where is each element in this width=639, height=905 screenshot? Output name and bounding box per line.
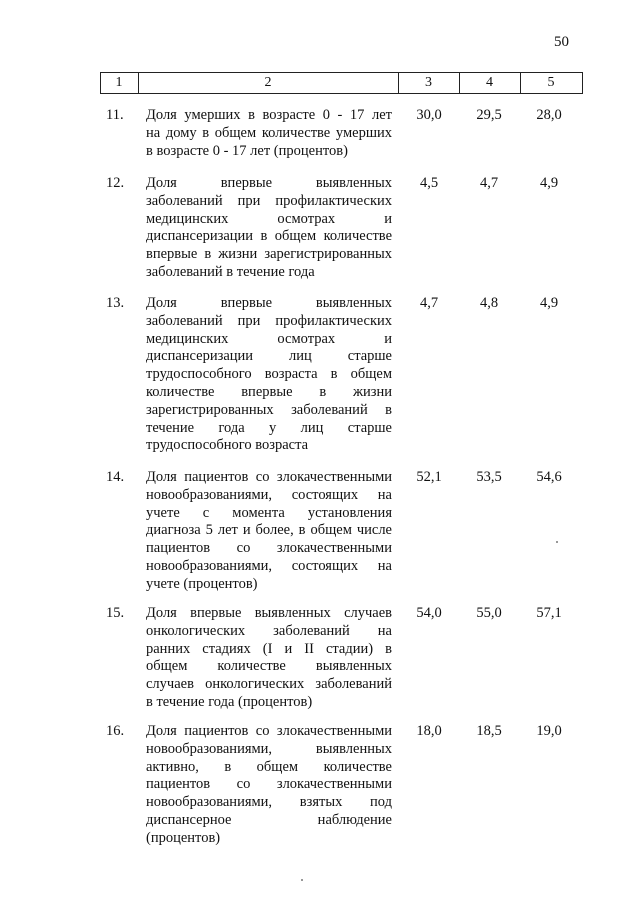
description-line: диагноза 5 лет и более, в общем числе bbox=[146, 522, 392, 539]
description-line: впервые в жизни зарегистрированных bbox=[146, 246, 392, 263]
value-col-4: 4,7 bbox=[479, 175, 499, 191]
description-line: пациентов со злокачественными bbox=[146, 776, 392, 793]
description-line: трудоспособного возраста bbox=[146, 437, 309, 454]
scan-speck bbox=[556, 541, 558, 543]
description-line: ранних стадиях (I и II стадии) в bbox=[146, 640, 392, 657]
value-col-3: 4,7 bbox=[419, 295, 439, 311]
description-line: медицинских осмотрах и bbox=[146, 210, 392, 227]
header-col-5: 5 bbox=[547, 75, 555, 90]
description-line: Доля впервые выявленных bbox=[146, 295, 392, 311]
row-number: 12. bbox=[106, 175, 125, 191]
header-divider bbox=[582, 73, 583, 93]
description-line: Доля впервые выявленных случаев bbox=[146, 605, 392, 621]
description-line: новообразованиями, взятых под bbox=[146, 794, 392, 811]
value-col-3: 18,0 bbox=[416, 723, 442, 739]
row-number: 16. bbox=[106, 723, 125, 739]
header-col-4: 4 bbox=[486, 75, 493, 90]
description-line: заболеваний при профилактических bbox=[146, 192, 392, 209]
description-line: диспансеризации лиц старше bbox=[146, 348, 392, 365]
value-col-4: 18,5 bbox=[476, 723, 502, 739]
description-line: количестве впервые в жизни bbox=[146, 383, 392, 400]
description-line: зарегистрированных заболеваний в bbox=[146, 401, 392, 418]
header-col-2: 2 bbox=[264, 75, 272, 90]
description-line: заболеваний при профилактических bbox=[146, 312, 392, 329]
page-number: 50 bbox=[554, 34, 569, 50]
description-line: Доля пациентов со злокачественными bbox=[146, 723, 392, 739]
value-col-5: 57,1 bbox=[536, 605, 562, 621]
description-line: новообразованиями, состоящих на bbox=[146, 557, 392, 574]
header-col-1: 1 bbox=[115, 75, 123, 90]
value-col-3: 30,0 bbox=[416, 107, 442, 123]
header-col-3: 3 bbox=[425, 75, 432, 90]
row-description bbox=[146, 469, 392, 594]
description-line: Доля впервые выявленных bbox=[146, 175, 392, 191]
description-line: новообразованиями, состоящих на bbox=[146, 486, 392, 503]
description-line: активно, в общем количестве bbox=[146, 758, 392, 775]
scan-speck bbox=[301, 879, 303, 881]
value-col-5: 4,9 bbox=[539, 175, 559, 191]
row-description bbox=[146, 295, 392, 455]
description-line: течение года у лиц старше bbox=[146, 419, 392, 436]
description-line: случаев онкологических заболеваний bbox=[146, 676, 392, 693]
row-description bbox=[146, 175, 392, 282]
table-header bbox=[100, 72, 583, 94]
description-line: в течение года (процентов) bbox=[146, 693, 313, 710]
description-line: пациентов со злокачественными bbox=[146, 540, 392, 557]
value-col-5: 19,0 bbox=[536, 723, 562, 739]
description-line: общем количестве выявленных bbox=[146, 658, 392, 675]
value-col-4: 53,5 bbox=[476, 469, 502, 485]
description-line: Доля пациентов со злокачественными bbox=[146, 469, 392, 485]
row-number: 14. bbox=[106, 469, 125, 485]
description-line: онкологических заболеваний на bbox=[146, 622, 392, 639]
description-line: диспансерное наблюдение bbox=[146, 811, 392, 828]
description-line: учете (процентов) bbox=[146, 575, 258, 592]
value-col-5: 4,9 bbox=[539, 295, 559, 311]
row-description bbox=[146, 107, 392, 160]
description-line: учете с момента установления bbox=[146, 504, 392, 521]
value-col-4: 55,0 bbox=[476, 605, 502, 621]
description-line: трудоспособного возраста в общем bbox=[146, 366, 392, 383]
description-line: заболеваний в течение года bbox=[146, 263, 315, 280]
value-col-3: 4,5 bbox=[419, 175, 439, 191]
description-line: (процентов) bbox=[146, 829, 221, 846]
description-line: на дому в общем количестве умерших bbox=[146, 124, 392, 141]
description-line: в возрасте 0 - 17 лет (процентов) bbox=[146, 142, 348, 159]
row-number: 11. bbox=[106, 107, 124, 123]
value-col-3: 52,1 bbox=[416, 469, 442, 485]
description-line: Доля умерших в возрасте 0 - 17 лет bbox=[146, 107, 392, 123]
description-line: диспансеризации в общем количестве bbox=[146, 228, 392, 245]
value-col-4: 29,5 bbox=[476, 107, 502, 123]
row-number: 13. bbox=[106, 295, 125, 311]
value-col-5: 54,6 bbox=[536, 469, 562, 485]
description-line: медицинских осмотрах и bbox=[146, 330, 392, 347]
value-col-4: 4,8 bbox=[479, 295, 499, 311]
row-description bbox=[146, 723, 392, 848]
value-col-3: 54,0 bbox=[416, 605, 442, 621]
row-description bbox=[146, 605, 392, 712]
description-line: новообразованиями, выявленных bbox=[146, 740, 392, 757]
value-col-5: 28,0 bbox=[536, 107, 562, 123]
row-number: 15. bbox=[106, 605, 125, 621]
